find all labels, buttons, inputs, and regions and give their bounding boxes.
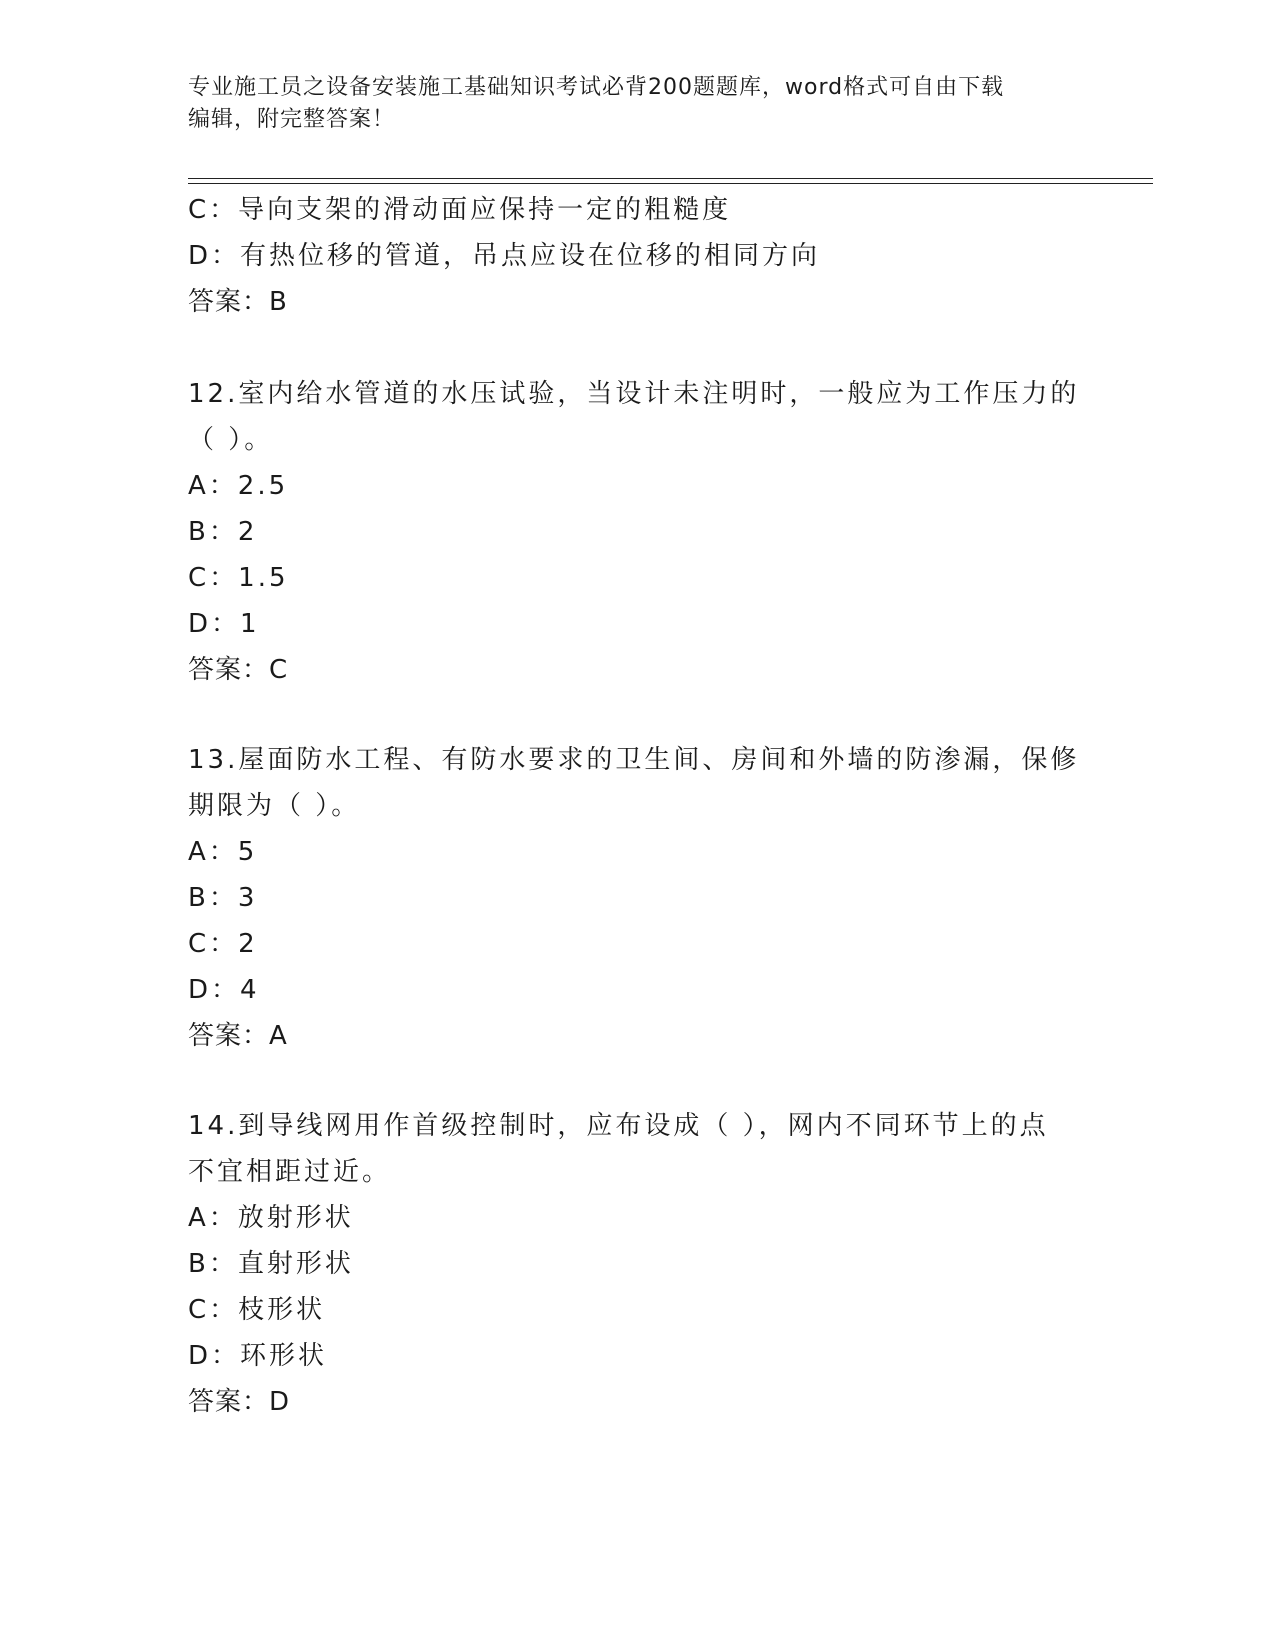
q11-option-d: D：有热位移的管道，吊点应设在位移的相同方向	[188, 241, 821, 271]
q13-stem-line-2: 期限为（ ）。	[188, 791, 361, 821]
q14-option-c: C：枝形状	[188, 1295, 326, 1325]
q14-answer: 答案：D	[188, 1387, 291, 1417]
header-line-1: 专业施工员之设备安装施工基础知识考试必背200题题库，word格式可自由下载	[188, 75, 1005, 100]
q11-option-c: C：导向支架的滑动面应保持一定的粗糙度	[188, 195, 732, 225]
q13-option-c: C：2	[188, 929, 258, 959]
q12-option-d: D：1	[188, 609, 260, 639]
q12-stem-line-1: 12.室内给水管道的水压试验，当设计未注明时，一般应为工作压力的	[188, 379, 1080, 409]
q13-option-a: A：5	[188, 837, 258, 867]
q14-option-d: D：环形状	[188, 1341, 328, 1371]
q14-stem-line-1: 14.到导线网用作首级控制时，应布设成（ ），网内不同环节上的点	[188, 1111, 1049, 1141]
page-header	[188, 72, 1088, 136]
q13-option-d: D：4	[188, 975, 260, 1005]
q12-stem-line-2: （ ）。	[188, 425, 274, 455]
q12-option-b: B：2	[188, 517, 258, 547]
q13-option-b: B：3	[188, 883, 258, 913]
header-divider-top	[188, 178, 1153, 179]
q11-answer: 答案：B	[188, 287, 288, 317]
header-line-2: 编辑，附完整答案！	[188, 107, 396, 132]
q13-answer: 答案：A	[188, 1021, 288, 1051]
q14-option-a: A：放射形状	[188, 1203, 354, 1233]
q13-stem-line-1: 13.屋面防水工程、有防水要求的卫生间、房间和外墙的防渗漏，保修	[188, 745, 1080, 775]
q12-answer: 答案：C	[188, 655, 289, 685]
q14-stem-line-2: 不宜相距过近。	[188, 1157, 392, 1187]
header-divider-bottom	[188, 183, 1153, 184]
q14-option-b: B：直射形状	[188, 1249, 354, 1279]
q12-option-a: A：2.5	[188, 471, 289, 501]
q12-option-c: C：1.5	[188, 563, 289, 593]
